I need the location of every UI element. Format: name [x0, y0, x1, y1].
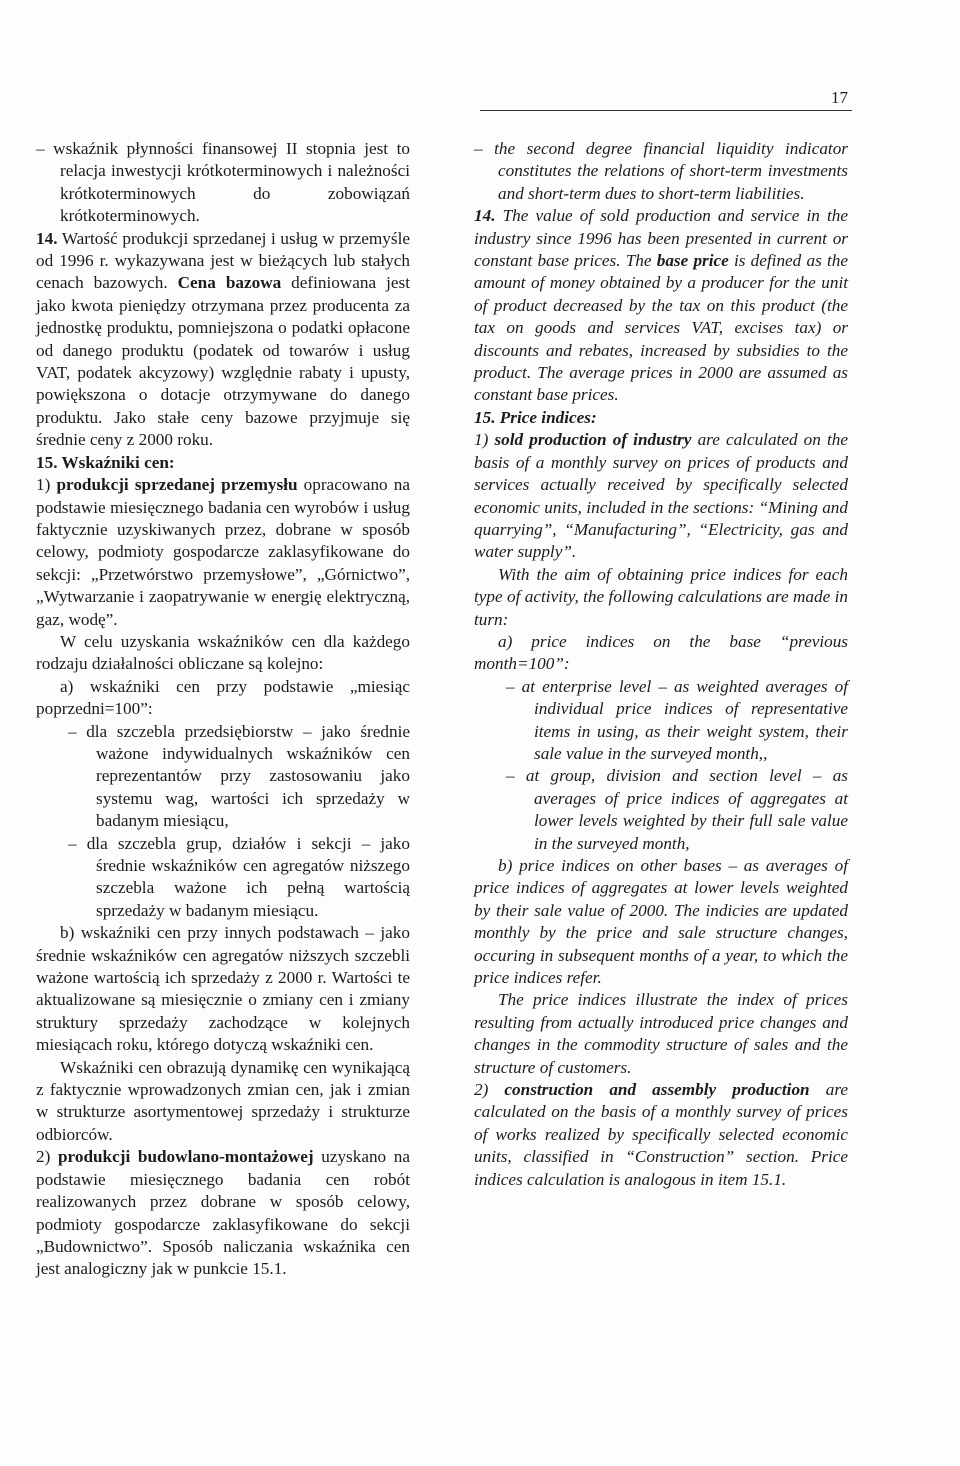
page-number: 17 — [831, 88, 848, 107]
english-paragraph: – at group, division and section level – as averages of price indices of aggregates at lower levels weighted by their full sale value in the surveyed month, — [506, 766, 848, 853]
polish-paragraph: Wskaźniki cen obrazują dynamikę cen wynikającą z faktycznie wprowadzonych zmian cen, jak i zmian w strukturze asortymentowej sprzedaży i strukturze odbiorców. — [36, 1057, 410, 1144]
polish-paragraph: 1) produkcji sprzedanej przemysłu opracowano na podstawie miesięcznego badania cen wyrobów i usług faktycznie uzyskiwanych przez, dobrane w sposób celowy, podmioty gospodarcze zaklasyfikowane do sekcji: „Przetwórstwo przemysłowe”, „Górnictwo”, „Wytwarzanie i zaopatrywanie w energię elektryczną, gaz, wodę”. — [36, 475, 410, 629]
english-paragraph: 14. The value of sold production and service in the industry since 1996 has been presented in current or constant base prices. The base price is defined as the amount of money obtained by a producer for the unit of product decreased by the tax on this product (the tax on goods and services VAT, excises tax) or discounts and rebates, increased by subsidies to the product. The average prices in 2000 are assumed as constant base prices. — [474, 206, 848, 405]
english-paragraph: The price indices illustrate the index of prices resulting from actually introduced price changes and changes in the commodity structure of sales and the structure of customers. — [474, 990, 848, 1077]
english-text-column — [474, 138, 848, 1191]
polish-paragraph: 2) produkcji budowlano-montażowej uzyskano na podstawie miesięcznego badania cen robót realizowanych przez dobrane w sposób celowy, podmioty gospodarcze zaklasyfikowane do sekcji „Budownictwo”. Sposób naliczania wskaźnika cen jest analogiczny jak w punkcie 15.1. — [36, 1147, 411, 1279]
polish-paragraph: – wskaźnik płynności finansowej II stopnia jest to relacja inwestycji krótkoterminowych i należności krótkoterminowych do zobowiązań krótkoterminowych. — [36, 139, 410, 226]
english-paragraph: 1) sold production of industry are calculated on the basis of a monthly survey on prices of products and services actually received by specifically selected economic units, included in the sections: “Mining and quarrying”, “Manufacturing”, “Electricity, gas and water supply”. — [474, 430, 848, 562]
polish-text-column — [36, 138, 410, 1281]
polish-paragraph: a) wskaźniki cen przy podstawie „miesiąc poprzedni=100”: — [36, 676, 410, 719]
english-paragraph: – the second degree financial liquidity indicator constitutes the relations of short-term investments and short-term dues to short-term liabilities. — [474, 139, 848, 203]
polish-paragraph: – dla szczebla przedsiębiorstw – jako średnie ważone indywidualnych wskaźników cen reprezentantów przy zastosowaniu jako systemu wag, wartości ich sprzedaży w badanym miesiącu, — [68, 721, 410, 831]
polish-paragraph: b) wskaźniki cen przy innych podstawach – jako średnie wskaźników cen agregatów niższych szczebli ważone wartością ich sprzedaży z 2000 r. Wartości te aktualizowane są miesięcznie o zmiany cen i zmiany struktury sprzedaży zachodzące w kolejnych miesiącach roku, którego dotyczą wskaźniki cen. — [36, 923, 410, 1055]
polish-paragraph: 14. Wartość produkcji sprzedanej i usług w przemyśle od 1996 r. wykazywana jest w bieżących lub stałych cenach bazowych. Cena bazowa definiowana jest jako kwota pieniędzy otrzymana przez producenta za jednostkę produktu, pomniejszona o podatki opłacone od danego produktu (podatek od towarów i usług VAT, podatek akcyzowy) względnie rabaty i upusty, powiększona o dotacje otrzymywane do danego produktu. Jako stałe ceny bazowe przyjmuje się średnie ceny z 2000 roku. — [36, 228, 410, 450]
english-paragraph: b) price indices on other bases – as averages of price indices of aggregates at lower levels weighted by their sale value of 2000. The indicies are updated monthly by the price and sale structure changes, occuring in subsequent months of a year, to which the price indices refer. — [474, 856, 848, 988]
english-paragraph: 2) construction and assembly production are calculated on the basis of a monthly survey of prices of works realized by specifically selected economic units, classified in “Construction” section. Price indices calculation is analogous in item 15.1. — [474, 1080, 848, 1189]
polish-paragraph: – dla szczebla grup, działów i sekcji – jako średnie wskaźników cen agregatów niższego szczebla ważone ich pełną wartością sprzedaży w badanym miesiącu. — [68, 833, 410, 920]
header-rule — [480, 110, 852, 111]
polish-paragraph: 15. Wskaźniki cen: — [36, 452, 175, 472]
english-paragraph: a) price indices on the base “previous month=100”: — [474, 631, 848, 674]
polish-paragraph: W celu uzyskania wskaźników cen dla każdego rodzaju działalności obliczane są kolejno: — [36, 631, 410, 674]
english-paragraph: 15. Price indices: — [474, 407, 597, 427]
english-paragraph: – at enterprise level – as weighted averages of individual price indices of representative items in using, as their weight system, their sale value in the surveyed month,, — [506, 676, 848, 763]
english-paragraph: With the aim of obtaining price indices for each type of activity, the following calculations are made in turn: — [474, 564, 848, 629]
